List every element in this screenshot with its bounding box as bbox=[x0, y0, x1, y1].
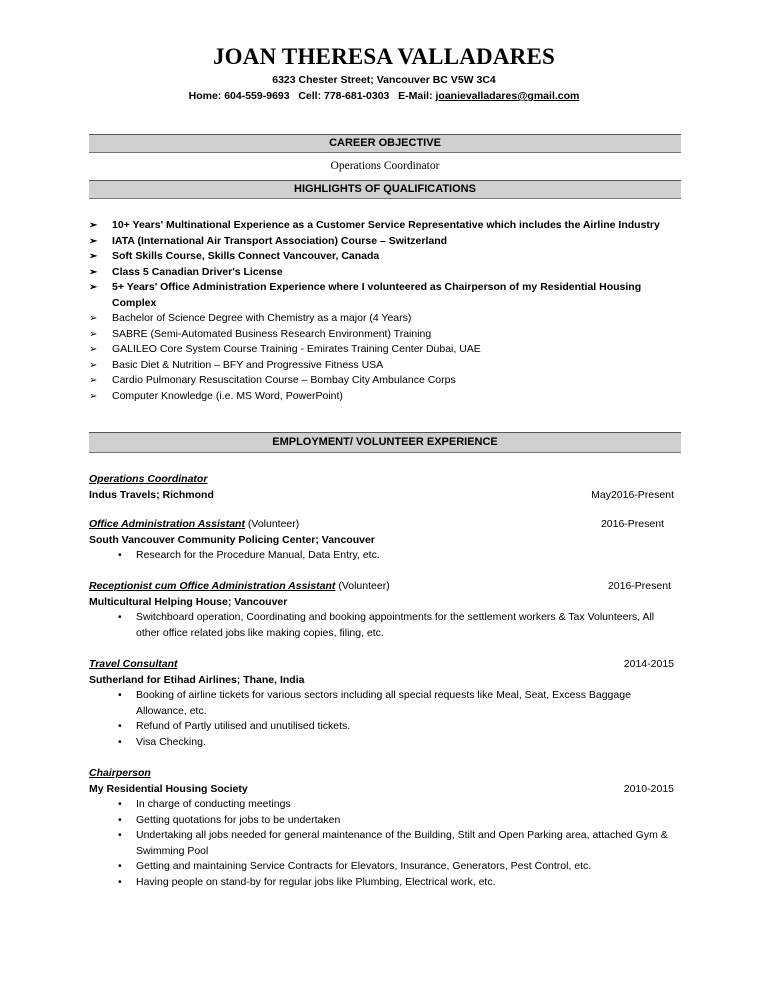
volunteer-note: (Volunteer) bbox=[335, 580, 390, 592]
job-title-row bbox=[89, 472, 674, 488]
duty-text: Visa Checking. bbox=[136, 735, 206, 748]
highlight-item bbox=[89, 373, 679, 389]
job-duties-list bbox=[89, 688, 674, 750]
highlight-text: Soft Skills Course, Skills Connect Vancouver, Canada bbox=[112, 250, 380, 262]
volunteer-note: (Volunteer) bbox=[244, 518, 300, 530]
highlight-text: Class 5 Canadian Driver's License bbox=[112, 265, 283, 278]
job-dates: 2016-Present bbox=[607, 580, 671, 592]
bullet-icon: • bbox=[118, 860, 122, 872]
bullet-icon: • bbox=[118, 735, 122, 748]
duty-text: Undertaking all jobs needed for general maintenance of the Building, Stilt and Open Parking area, attached Gym & Swimming Pool bbox=[136, 829, 668, 857]
arrow-bullet-icon: ➢ bbox=[89, 344, 98, 355]
job-title: Office Administration Assistant bbox=[89, 518, 245, 530]
duty-item bbox=[89, 735, 674, 751]
job-dates: 2010-2015 bbox=[623, 782, 674, 795]
arrow-bullet-icon: ➢ bbox=[89, 313, 98, 324]
job-entry bbox=[89, 579, 674, 641]
job-title: Chairperson bbox=[89, 767, 151, 779]
highlight-item bbox=[89, 389, 679, 405]
arrow-bullet-icon: ➢ bbox=[89, 220, 98, 231]
highlight-text: Bachelor of Science Degree with Chemistry as a major (4 Years) bbox=[112, 312, 412, 324]
bullet-icon: • bbox=[118, 611, 122, 623]
bullet-icon: • bbox=[118, 875, 122, 888]
highlight-text: Computer Knowledge (i.e. MS Word, PowerPoint) bbox=[112, 389, 343, 402]
duty-text: Getting and maintaining Service Contracts for Elevators, Insurance, Generators, Pest Control, etc. bbox=[136, 860, 592, 872]
job-title-row bbox=[89, 517, 674, 533]
organization-name: South Vancouver Community Policing Center; Vancouver bbox=[89, 533, 375, 546]
duty-text: Booking of airline tickets for various sectors including all special requests like Meal, Seat, Excess Baggage Allowance, etc. bbox=[136, 689, 631, 717]
arrow-bullet-icon: ➢ bbox=[89, 328, 98, 340]
duty-item bbox=[89, 719, 674, 735]
duty-item bbox=[89, 859, 674, 875]
job-duties-list bbox=[89, 797, 674, 890]
highlights-heading: HIGHLIGHTS OF QUALIFICATIONS bbox=[89, 180, 681, 199]
highlights-list bbox=[89, 218, 679, 404]
arrow-bullet-icon: ➢ bbox=[89, 390, 98, 402]
highlight-text: Basic Diet & Nutrition – BFY and Progressive Fitness USA bbox=[112, 358, 384, 371]
career-objective-heading: CAREER OBJECTIVE bbox=[89, 134, 681, 153]
job-dates: 2014-2015 bbox=[623, 658, 674, 670]
resume-name: JOAN THERESA VALLADARES bbox=[212, 44, 556, 69]
duty-item bbox=[89, 828, 674, 859]
highlight-text: Cardio Pulmonary Resuscitation Course – Bombay City Ambulance Corps bbox=[112, 374, 456, 386]
duty-item bbox=[89, 548, 674, 564]
organization-name: My Residential Housing Society bbox=[89, 782, 248, 795]
bullet-icon: • bbox=[118, 813, 122, 826]
contact-line bbox=[0, 90, 768, 102]
highlight-item bbox=[89, 327, 679, 343]
job-title: Receptionist cum Office Administration Assistant bbox=[89, 580, 336, 592]
job-duties-list bbox=[89, 610, 674, 641]
job-organization bbox=[89, 488, 674, 504]
highlight-text: SABRE (Semi-Automated Business Research Environment) Training bbox=[112, 327, 432, 340]
job-organization bbox=[89, 533, 674, 549]
duty-text: Switchboard operation, Coordinating and booking appointments for the settlement workers & Tax Volunteers, All other office related jobs like making copies, filing, etc. bbox=[136, 611, 655, 639]
organization-name: Indus Travels; Richmond bbox=[89, 488, 214, 501]
highlight-item bbox=[89, 265, 679, 281]
job-dates: 2016-Present bbox=[600, 518, 664, 530]
organization-name: Multicultural Helping House; Vancouver bbox=[89, 595, 288, 608]
job-organization bbox=[89, 595, 674, 611]
email-link[interactable]: joanievalladares@gmail.com bbox=[435, 90, 580, 102]
job-title-row bbox=[89, 579, 674, 595]
duty-text: Refund of Partly utilised and unutilised tickets. bbox=[136, 720, 351, 732]
highlight-item bbox=[89, 218, 679, 234]
highlight-item bbox=[89, 249, 679, 265]
duty-text: Having people on stand-by for regular jobs like Plumbing, Electrical work, etc. bbox=[136, 875, 496, 888]
arrow-bullet-icon: ➢ bbox=[89, 266, 98, 278]
arrow-bullet-icon: ➢ bbox=[89, 251, 98, 262]
organization-name: Sutherland for Etihad Airlines; Thane, India bbox=[89, 673, 305, 686]
job-title-row bbox=[89, 657, 674, 673]
address: 6323 Chester Street; Vancouver BC V5W 3C4 bbox=[272, 74, 496, 86]
duty-item bbox=[89, 688, 674, 719]
highlight-item bbox=[89, 358, 679, 374]
duty-text: In charge of conducting meetings bbox=[136, 798, 291, 810]
highlight-text: GALILEO Core System Course Training - Emirates Training Center Dubai, UAE bbox=[112, 343, 481, 355]
bullet-icon: • bbox=[118, 720, 122, 732]
bullet-icon: • bbox=[118, 689, 122, 701]
highlight-item bbox=[89, 280, 679, 311]
duty-item bbox=[89, 797, 674, 813]
employment-heading: EMPLOYMENT/ VOLUNTEER EXPERIENCE bbox=[89, 432, 681, 453]
highlight-text: IATA (International Air Transport Association) Course – Switzerland bbox=[112, 234, 448, 247]
highlight-text: 10+ Years' Multinational Experience as a Customer Service Representative which includes the Airline Industry bbox=[112, 219, 660, 231]
objective-text: Operations Coordinator bbox=[330, 160, 440, 172]
job-duties-list bbox=[89, 548, 674, 564]
arrow-bullet-icon: ➢ bbox=[89, 375, 98, 386]
job-title-row bbox=[89, 766, 674, 782]
job-entry bbox=[89, 766, 674, 890]
job-dates: May2016-Present bbox=[591, 488, 674, 501]
job-entry bbox=[89, 517, 674, 564]
highlight-item bbox=[89, 311, 679, 327]
duty-item bbox=[89, 875, 674, 891]
job-title: Operations Coordinator bbox=[89, 473, 208, 485]
job-organization bbox=[89, 673, 674, 689]
duty-item bbox=[89, 813, 674, 829]
bullet-icon: • bbox=[118, 829, 122, 841]
contact-phones: Home: 604-559-9693 Cell: 778-681-0303 E-Mail: bbox=[188, 90, 436, 102]
job-organization bbox=[89, 782, 674, 798]
job-title: Travel Consultant bbox=[89, 658, 178, 670]
duty-text: Getting quotations for jobs to be undertaken bbox=[136, 813, 341, 826]
arrow-bullet-icon: ➢ bbox=[89, 282, 98, 293]
bullet-icon: • bbox=[118, 798, 122, 810]
arrow-bullet-icon: ➢ bbox=[89, 359, 98, 371]
duty-item bbox=[89, 610, 674, 641]
highlight-text: 5+ Years' Office Administration Experience where I volunteered as Chairperson of my Residential Housing Complex bbox=[112, 281, 642, 309]
job-entry bbox=[89, 472, 674, 503]
duty-text: Research for the Procedure Manual, Data Entry, etc. bbox=[136, 549, 380, 561]
highlight-item bbox=[89, 234, 679, 250]
highlight-item bbox=[89, 342, 679, 358]
bullet-icon: • bbox=[118, 549, 122, 561]
job-entry bbox=[89, 657, 674, 750]
arrow-bullet-icon: ➢ bbox=[89, 235, 98, 247]
